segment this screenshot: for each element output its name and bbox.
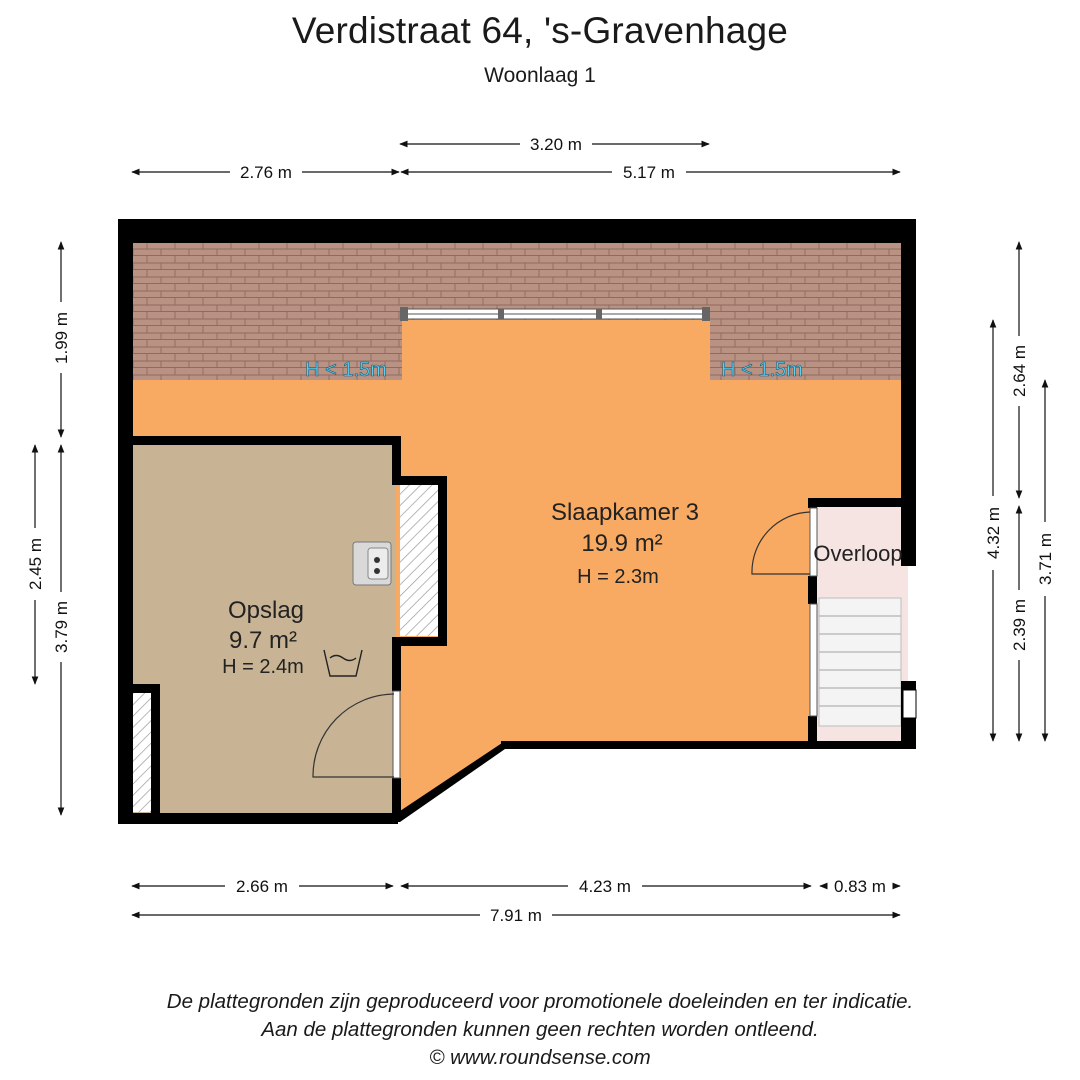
dimension-label: 3.20 m bbox=[530, 135, 582, 154]
closet-hatch bbox=[400, 484, 438, 636]
dimension-label: 1.99 m bbox=[52, 312, 71, 364]
dimension-label: 2.64 m bbox=[1010, 345, 1029, 397]
banister bbox=[810, 604, 817, 716]
dimension-label: 3.79 m bbox=[52, 601, 71, 653]
dimension-label: 5.17 m bbox=[623, 163, 675, 182]
dimension-label: 4.32 m bbox=[984, 507, 1003, 559]
room-name-slaapkamer: Slaapkamer 3 bbox=[550, 499, 700, 526]
skylight bbox=[400, 307, 710, 321]
closet-hatch bbox=[131, 692, 151, 812]
room-area-slaapkamer: 19.9 m² bbox=[581, 530, 663, 557]
floor-label: Woonlaag 1 bbox=[484, 64, 596, 87]
low-ceiling-label: H < 1.5m bbox=[305, 359, 387, 381]
room-area-opslag: 9.7 m² bbox=[228, 627, 298, 654]
copyright: © www.roundsense.com bbox=[429, 1046, 651, 1069]
dimension-label: 2.39 m bbox=[1010, 599, 1029, 651]
disclaimer bbox=[0, 988, 1080, 1072]
dimension-label: 3.71 m bbox=[1036, 533, 1055, 585]
dimension-label: 0.83 m bbox=[834, 877, 886, 896]
sink-icon bbox=[353, 542, 391, 585]
room-name-opslag: Opslag bbox=[227, 597, 305, 624]
low-ceiling-label: H < 1.5m bbox=[721, 359, 803, 381]
staircase bbox=[819, 598, 901, 726]
plan-title: Verdistraat 64, 's-Gravenhage bbox=[291, 10, 789, 51]
disclaimer-line: De plattegronden zijn geproduceerd voor promotionele doeleinden en ter indicatie. bbox=[166, 990, 914, 1013]
door-frame bbox=[393, 691, 400, 778]
room-name-overloop: Overloop bbox=[813, 541, 903, 566]
disclaimer-line: Aan de plattegronden kunnen geen rechten worden ontleend. bbox=[261, 1018, 819, 1041]
dimension-label: 7.91 m bbox=[490, 906, 542, 925]
dimension-label: 2.45 m bbox=[26, 538, 45, 590]
dimension-label: 2.76 m bbox=[240, 163, 292, 182]
room-height-slaapkamer: H = 2.3m bbox=[577, 566, 659, 588]
dimension-label: 4.23 m bbox=[579, 877, 631, 896]
room-height-opslag: H = 2.4m bbox=[222, 656, 304, 678]
dimension-label: 2.66 m bbox=[236, 877, 288, 896]
